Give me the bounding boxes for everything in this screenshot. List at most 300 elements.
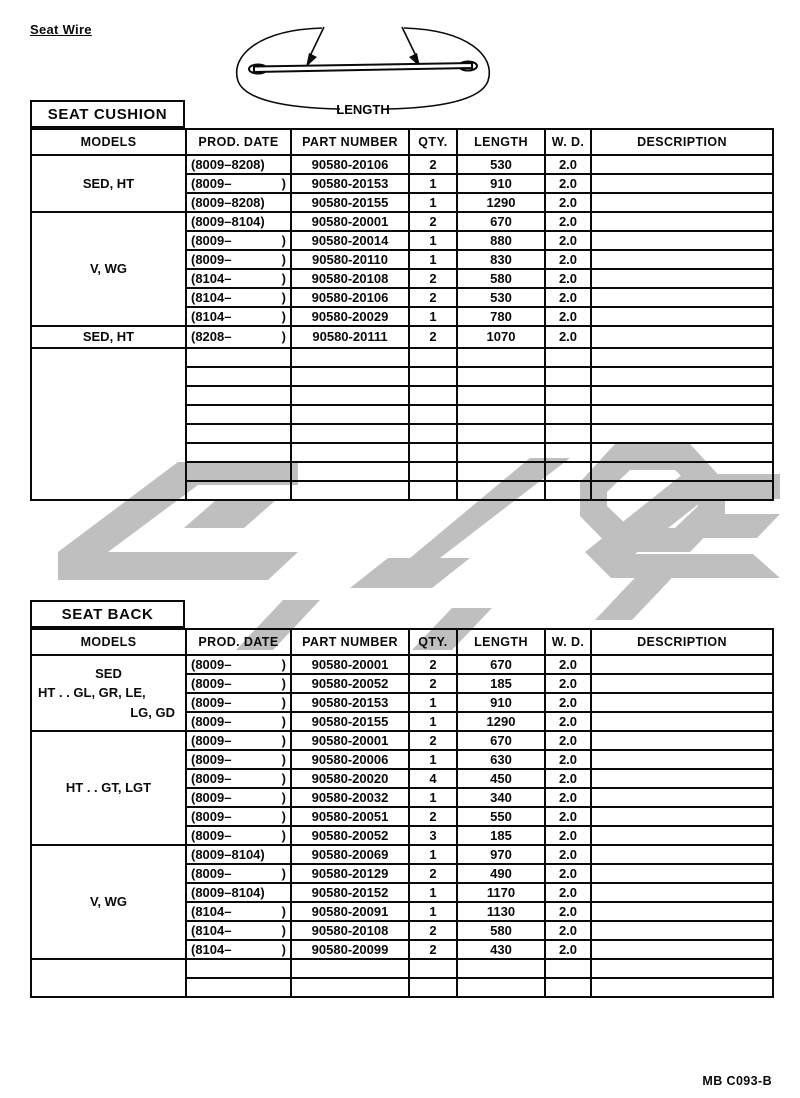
cell-description	[591, 940, 773, 959]
cell-qty	[409, 386, 457, 405]
cell-part-number: 90580-20108	[291, 269, 409, 288]
cell-wd: 2.0	[545, 769, 591, 788]
col-header-description: DESCRIPTION	[591, 629, 773, 655]
cell-length	[457, 978, 545, 997]
prod-date-from: (8009–	[191, 233, 232, 248]
cell-part-number	[291, 462, 409, 481]
prod-date-range	[187, 885, 290, 900]
cell-models	[31, 212, 186, 326]
models-label-group	[32, 174, 185, 194]
model-label: V, WG	[89, 894, 128, 910]
cell-description	[591, 750, 773, 769]
cell-wd	[545, 978, 591, 997]
cell-wd: 2.0	[545, 174, 591, 193]
cell-description	[591, 655, 773, 674]
cell-part-number	[291, 348, 409, 367]
col-header-qty: QTY.	[409, 629, 457, 655]
prod-date-from: (8104–	[191, 923, 232, 938]
cell-part-number	[291, 424, 409, 443]
cell-length	[457, 481, 545, 500]
cell-part-number: 90580-20155	[291, 712, 409, 731]
cell-prod-date	[186, 481, 291, 500]
cell-description	[591, 845, 773, 864]
prod-date-range	[187, 771, 290, 786]
cell-description	[591, 231, 773, 250]
cell-qty	[409, 481, 457, 500]
cell-wd: 2.0	[545, 921, 591, 940]
prod-date-range	[187, 214, 290, 229]
prod-date-from: (8009–8104)	[191, 885, 265, 900]
prod-date-from: (8009–	[191, 657, 232, 672]
prod-date-from: (8009–	[191, 866, 232, 881]
seat-cushion-table	[30, 128, 774, 501]
cell-qty: 2	[409, 940, 457, 959]
prod-date-from: (8009–	[191, 676, 232, 691]
cell-qty: 2	[409, 864, 457, 883]
cell-models	[31, 959, 186, 997]
cell-length: 185	[457, 826, 545, 845]
cell-description	[591, 769, 773, 788]
cell-qty: 1	[409, 307, 457, 326]
table-row	[31, 326, 773, 348]
prod-date-range	[187, 733, 290, 748]
prod-date-close: )	[281, 828, 286, 843]
cell-prod-date	[186, 978, 291, 997]
cell-length	[457, 424, 545, 443]
cell-wd: 2.0	[545, 826, 591, 845]
cell-prod-date	[186, 769, 291, 788]
table-row	[31, 731, 773, 750]
cell-prod-date	[186, 348, 291, 367]
prod-date-range	[187, 676, 290, 691]
models-label-group	[32, 778, 185, 798]
seat-back-table	[30, 628, 774, 998]
cell-models	[31, 348, 186, 500]
cell-prod-date	[186, 269, 291, 288]
cell-qty	[409, 405, 457, 424]
cell-length: 910	[457, 693, 545, 712]
prod-date-close: )	[281, 233, 286, 248]
cell-prod-date	[186, 386, 291, 405]
cell-part-number: 90580-20029	[291, 307, 409, 326]
cell-wd	[545, 481, 591, 500]
cell-wd	[545, 405, 591, 424]
prod-date-close: )	[281, 714, 286, 729]
prod-date-close: )	[281, 271, 286, 286]
cell-description	[591, 674, 773, 693]
cell-part-number: 90580-20106	[291, 155, 409, 174]
seat-cushion-section	[30, 100, 774, 501]
cell-part-number	[291, 481, 409, 500]
cell-prod-date	[186, 750, 291, 769]
col-header-qty: QTY.	[409, 129, 457, 155]
cell-description	[591, 212, 773, 231]
cell-description	[591, 462, 773, 481]
prod-date-close: )	[281, 657, 286, 672]
prod-date-range	[187, 309, 290, 324]
prod-date-from: (8009–	[191, 809, 232, 824]
model-label: SED	[95, 665, 122, 681]
prod-date-range	[187, 828, 290, 843]
cell-part-number: 90580-20153	[291, 693, 409, 712]
cell-description	[591, 269, 773, 288]
prod-date-range	[187, 923, 290, 938]
cell-length: 430	[457, 940, 545, 959]
page-title: Seat Wire	[30, 22, 92, 37]
cell-qty: 2	[409, 731, 457, 750]
cell-prod-date	[186, 807, 291, 826]
cell-wd: 2.0	[545, 902, 591, 921]
prod-date-from: (8009–	[191, 714, 232, 729]
cell-description	[591, 693, 773, 712]
prod-date-from: (8009–	[191, 733, 232, 748]
cell-wd: 2.0	[545, 655, 591, 674]
prod-date-range	[187, 752, 290, 767]
cell-part-number: 90580-20069	[291, 845, 409, 864]
table-row	[31, 655, 773, 674]
col-header-length: LENGTH	[457, 629, 545, 655]
models-label-group	[32, 892, 185, 912]
table-tab-seat-back: SEAT BACK	[30, 600, 185, 628]
cell-description	[591, 443, 773, 462]
cell-length: 880	[457, 231, 545, 250]
length-dimension-label: LENGTH	[336, 102, 390, 117]
prod-date-close: )	[281, 790, 286, 805]
cell-part-number	[291, 443, 409, 462]
cell-qty: 3	[409, 826, 457, 845]
cell-models	[31, 845, 186, 959]
prod-date-close: )	[281, 904, 286, 919]
cell-description	[591, 155, 773, 174]
cell-qty	[409, 959, 457, 978]
prod-date-from: (8009–	[191, 790, 232, 805]
cell-description	[591, 348, 773, 367]
model-label: HT . . GL, GR, LE,	[38, 685, 146, 701]
cell-prod-date	[186, 405, 291, 424]
cell-wd: 2.0	[545, 155, 591, 174]
cell-prod-date	[186, 959, 291, 978]
cell-prod-date	[186, 462, 291, 481]
prod-date-from: (8009–	[191, 176, 232, 191]
cell-wd: 2.0	[545, 193, 591, 212]
cell-length: 340	[457, 788, 545, 807]
cell-wd	[545, 959, 591, 978]
col-header-models: MODELS	[31, 629, 186, 655]
prod-date-close: )	[281, 923, 286, 938]
cell-length	[457, 348, 545, 367]
figure-code: MB C093-B	[702, 1074, 772, 1088]
cell-prod-date	[186, 788, 291, 807]
prod-date-range	[187, 942, 290, 957]
cell-length: 780	[457, 307, 545, 326]
prod-date-range	[187, 329, 290, 344]
prod-date-from: (8009–8208)	[191, 195, 265, 210]
prod-date-from: (8009–	[191, 252, 232, 267]
cell-part-number	[291, 959, 409, 978]
cell-wd	[545, 348, 591, 367]
cell-wd: 2.0	[545, 807, 591, 826]
cell-length: 580	[457, 921, 545, 940]
prod-date-range	[187, 790, 290, 805]
cell-qty: 2	[409, 655, 457, 674]
cell-qty: 1	[409, 693, 457, 712]
cell-length	[457, 386, 545, 405]
cell-part-number: 90580-20155	[291, 193, 409, 212]
cell-length: 530	[457, 288, 545, 307]
cell-prod-date	[186, 845, 291, 864]
prod-date-from: (8009–8104)	[191, 214, 265, 229]
cell-part-number: 90580-20091	[291, 902, 409, 921]
prod-date-range	[187, 271, 290, 286]
cell-prod-date	[186, 326, 291, 348]
cell-length	[457, 462, 545, 481]
cell-wd: 2.0	[545, 307, 591, 326]
cell-prod-date	[186, 712, 291, 731]
prod-date-range	[187, 195, 290, 210]
cell-prod-date	[186, 674, 291, 693]
cell-length: 970	[457, 845, 545, 864]
cell-qty: 1	[409, 174, 457, 193]
cell-wd: 2.0	[545, 845, 591, 864]
cell-qty: 1	[409, 750, 457, 769]
table-row	[31, 155, 773, 174]
cell-part-number: 90580-20020	[291, 769, 409, 788]
prod-date-range	[187, 714, 290, 729]
cell-description	[591, 902, 773, 921]
cell-wd: 2.0	[545, 693, 591, 712]
cell-prod-date	[186, 864, 291, 883]
prod-date-close: )	[281, 695, 286, 710]
cell-qty: 2	[409, 326, 457, 348]
cell-description	[591, 174, 773, 193]
header-row	[31, 629, 773, 655]
cell-description	[591, 307, 773, 326]
cell-part-number	[291, 978, 409, 997]
cell-prod-date	[186, 940, 291, 959]
cell-length: 550	[457, 807, 545, 826]
cell-length: 580	[457, 269, 545, 288]
cell-wd: 2.0	[545, 326, 591, 348]
cell-wd	[545, 386, 591, 405]
prod-date-close: )	[281, 866, 286, 881]
cell-description	[591, 959, 773, 978]
cell-prod-date	[186, 155, 291, 174]
prod-date-from: (8104–	[191, 290, 232, 305]
prod-date-range	[187, 233, 290, 248]
prod-date-close: )	[281, 290, 286, 305]
cell-description	[591, 788, 773, 807]
cell-length: 1290	[457, 193, 545, 212]
cell-wd: 2.0	[545, 712, 591, 731]
cell-models	[31, 731, 186, 845]
prod-date-from: (8009–	[191, 771, 232, 786]
cell-wd: 2.0	[545, 750, 591, 769]
cell-part-number: 90580-20152	[291, 883, 409, 902]
cell-part-number: 90580-20108	[291, 921, 409, 940]
prod-date-range	[187, 904, 290, 919]
cell-qty: 1	[409, 193, 457, 212]
cell-wd: 2.0	[545, 269, 591, 288]
cell-part-number: 90580-20111	[291, 326, 409, 348]
cell-description	[591, 826, 773, 845]
cell-prod-date	[186, 655, 291, 674]
cell-length: 830	[457, 250, 545, 269]
prod-date-range	[187, 157, 290, 172]
cell-length: 670	[457, 731, 545, 750]
col-header-prod-date: PROD. DATE	[186, 629, 291, 655]
wire-illustration	[249, 62, 477, 74]
cell-length: 530	[457, 155, 545, 174]
cell-prod-date	[186, 902, 291, 921]
cell-part-number: 90580-20106	[291, 288, 409, 307]
cell-length: 450	[457, 769, 545, 788]
prod-date-from: (8104–	[191, 942, 232, 957]
cell-qty: 2	[409, 674, 457, 693]
prod-date-close: )	[281, 809, 286, 824]
cell-description	[591, 978, 773, 997]
cell-qty: 2	[409, 155, 457, 174]
cell-qty	[409, 462, 457, 481]
prod-date-range	[187, 847, 290, 862]
cell-prod-date	[186, 443, 291, 462]
prod-date-close: )	[281, 309, 286, 324]
model-label: SED, HT	[82, 329, 135, 344]
models-label-group	[32, 259, 185, 279]
cell-length: 1290	[457, 712, 545, 731]
cell-length	[457, 405, 545, 424]
cell-qty	[409, 978, 457, 997]
prod-date-range	[187, 176, 290, 191]
cell-wd: 2.0	[545, 674, 591, 693]
cell-wd: 2.0	[545, 288, 591, 307]
cell-length	[457, 443, 545, 462]
cell-description	[591, 883, 773, 902]
cell-prod-date	[186, 250, 291, 269]
prod-date-range	[187, 657, 290, 672]
cell-prod-date	[186, 424, 291, 443]
cell-models	[31, 655, 186, 731]
cell-length: 670	[457, 655, 545, 674]
prod-date-close: )	[281, 752, 286, 767]
cell-models	[31, 155, 186, 212]
col-header-part-number: PART NUMBER	[291, 129, 409, 155]
cell-description	[591, 405, 773, 424]
cell-wd	[545, 424, 591, 443]
cell-qty	[409, 348, 457, 367]
cell-description	[591, 481, 773, 500]
cell-length	[457, 367, 545, 386]
cell-qty: 1	[409, 712, 457, 731]
cell-qty	[409, 367, 457, 386]
model-label: LG, GD	[130, 704, 175, 720]
cell-description	[591, 367, 773, 386]
cell-description	[591, 250, 773, 269]
prod-date-range	[187, 809, 290, 824]
cell-length: 490	[457, 864, 545, 883]
prod-date-range	[187, 695, 290, 710]
cell-qty: 1	[409, 845, 457, 864]
cell-part-number	[291, 405, 409, 424]
models-label-group	[32, 327, 185, 347]
table-row	[31, 959, 773, 978]
cell-description	[591, 326, 773, 348]
prod-date-range	[187, 290, 290, 305]
cell-prod-date	[186, 193, 291, 212]
cell-qty: 1	[409, 902, 457, 921]
cell-qty: 1	[409, 788, 457, 807]
col-header-part-number: PART NUMBER	[291, 629, 409, 655]
cell-part-number: 90580-20006	[291, 750, 409, 769]
cell-prod-date	[186, 883, 291, 902]
prod-date-close: )	[281, 771, 286, 786]
cell-wd: 2.0	[545, 212, 591, 231]
cell-length: 910	[457, 174, 545, 193]
table-row	[31, 845, 773, 864]
prod-date-close: )	[281, 252, 286, 267]
cell-length: 1170	[457, 883, 545, 902]
cell-part-number: 90580-20051	[291, 807, 409, 826]
cell-prod-date	[186, 174, 291, 193]
col-header-prod-date: PROD. DATE	[186, 129, 291, 155]
prod-date-close: )	[281, 676, 286, 691]
cell-prod-date	[186, 731, 291, 750]
cell-qty: 2	[409, 269, 457, 288]
cell-qty	[409, 424, 457, 443]
cell-description	[591, 424, 773, 443]
prod-date-close: )	[281, 176, 286, 191]
cell-qty	[409, 443, 457, 462]
prod-date-from: (8009–8208)	[191, 157, 265, 172]
cell-qty: 2	[409, 288, 457, 307]
cell-length: 1070	[457, 326, 545, 348]
col-header-description: DESCRIPTION	[591, 129, 773, 155]
cell-wd: 2.0	[545, 250, 591, 269]
cell-length: 630	[457, 750, 545, 769]
cell-wd: 2.0	[545, 788, 591, 807]
cell-wd: 2.0	[545, 231, 591, 250]
cell-part-number: 90580-20001	[291, 655, 409, 674]
table-tab-seat-cushion: SEAT CUSHION	[30, 100, 185, 128]
seat-back-section	[30, 600, 774, 998]
prod-date-range	[187, 252, 290, 267]
cell-part-number: 90580-20001	[291, 731, 409, 750]
prod-date-from: (8104–	[191, 904, 232, 919]
model-label: HT . . GT, LGT	[65, 780, 152, 796]
header-row	[31, 129, 773, 155]
prod-date-from: (8104–	[191, 271, 232, 286]
cell-qty: 1	[409, 883, 457, 902]
cell-description	[591, 288, 773, 307]
prod-date-close: )	[281, 733, 286, 748]
cell-part-number: 90580-20001	[291, 212, 409, 231]
cell-prod-date	[186, 307, 291, 326]
cell-part-number: 90580-20129	[291, 864, 409, 883]
prod-date-close: )	[281, 942, 286, 957]
cell-description	[591, 921, 773, 940]
cell-prod-date	[186, 921, 291, 940]
table-row	[31, 348, 773, 367]
prod-date-close: )	[281, 329, 286, 345]
col-header-models: MODELS	[31, 129, 186, 155]
cell-prod-date	[186, 231, 291, 250]
cell-prod-date	[186, 367, 291, 386]
cell-part-number	[291, 386, 409, 405]
cell-description	[591, 731, 773, 750]
cell-qty: 4	[409, 769, 457, 788]
cell-part-number: 90580-20014	[291, 231, 409, 250]
cell-wd	[545, 462, 591, 481]
models-label-group	[32, 664, 185, 723]
